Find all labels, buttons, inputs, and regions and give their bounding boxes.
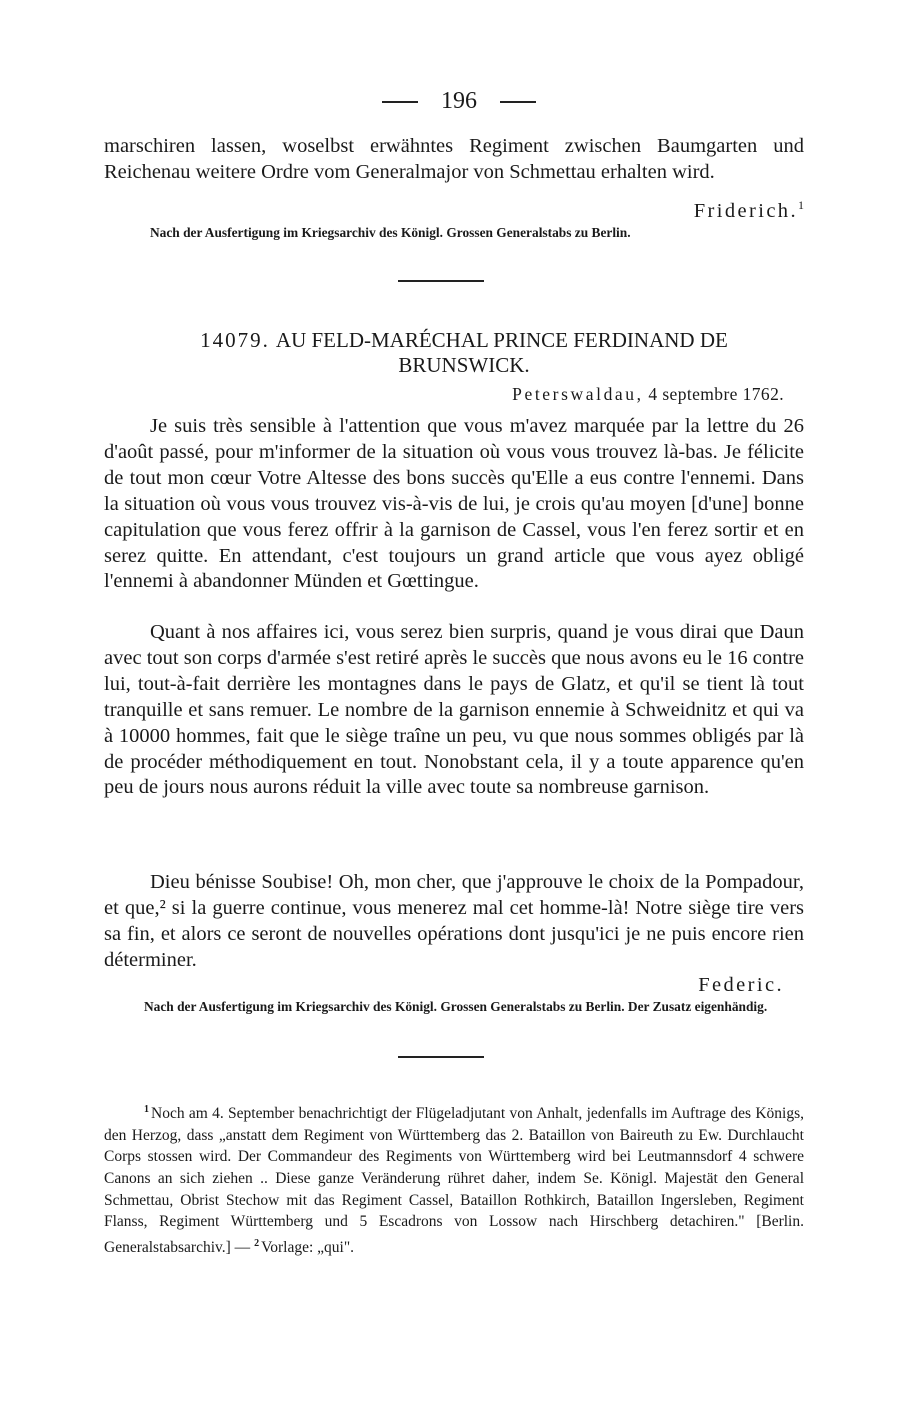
header-dash-right xyxy=(500,101,536,103)
footnote-2-text: Vorlage: „qui". xyxy=(261,1238,355,1256)
section1-text: marschiren lassen, woselbst erwähntes Regiment zwischen Baumgarten und Reichenau weitere Ordre vom Generalmajor von Schmettau erhalten wird. xyxy=(104,135,804,183)
letter-place-date xyxy=(512,384,784,405)
letter-number: 14079. xyxy=(200,328,270,352)
section1-source-note: Nach der Ausfertigung im Kriegsarchiv des Königl. Grossen Generalstabs zu Berlin. xyxy=(150,225,631,240)
section-divider-2 xyxy=(398,1056,484,1058)
section-divider-1 xyxy=(398,280,484,282)
letter-date: 4 septembre 1762. xyxy=(648,384,784,404)
letter-source-note: Nach der Ausfertigung im Kriegsarchiv des Königl. Grossen Generalstabs zu Berlin. Der Zusatz eigenhändig. xyxy=(144,999,768,1014)
footnote-1-mark: 1 xyxy=(144,1104,149,1115)
letter-paragraph-1: Je suis très sensible à l'attention que vous m'avez marquée par la lettre du 26 d'août passé, pour m'informer de la situation où vous vous trouvez là-bas. Je félicite de tout mon cœur Votre Altesse des bons succès qu'Elle a eus contre l'ennemi. Dans la situation où vous vous trouvez vis-à-vis de lui, je crois qu'au moyen [d'une] bonne capitulation que vous ferez offrir à la garnison de Cassel, vous l'en ferez sortir et en serez quitte. En attendant, c'est toujours un grand article que vous ayez obligé l'ennemi à abandonner Münden et Gœttingue. xyxy=(104,415,804,593)
letter-heading xyxy=(144,328,784,378)
section1-signature xyxy=(694,198,804,223)
letter-paragraph-2: Quant à nos affaires ici, vous serez bien surpris, quand je vous dirai que Daun avec tout son corps d'armée s'est retiré après le succès que nous avons eu le 16 contre lui, tout-à-fait derrière les montagnes dans le pays de Glatz, et qu'il se tient là tout tranquille et sans remuer. Le nombre de la garnison ennemie à Schweidnitz et qui va à 10000 hommes, fait que le siège traîne un peu, vu que nous sommes obligés par là de procéder méthodiquement en tout. Nonobstant cela, il y a toute apparence qu'en peu de jours nous aurons réduit la ville avec toute sa nombreuse garnison. xyxy=(104,621,804,799)
letter-signature: Federic. xyxy=(698,974,784,996)
section1-signature-name: Friderich. xyxy=(693,199,798,222)
footnotes xyxy=(104,1099,804,1258)
page-number: 196 xyxy=(441,88,477,114)
header-dash-left xyxy=(382,101,418,103)
letter-title: AU FELD-MARÉCHAL PRINCE FERDINAND DE BRUNSWICK. xyxy=(275,328,728,377)
footnote-mark-1: 1 xyxy=(798,198,804,212)
letter-paragraph-3: Dieu bénisse Soubise! Oh, mon cher, que j'approuve le choix de la Pompadour, et que,² si la guerre continue, vous menerez mal cet homme-là! Notre siège tire vers sa fin, et alors ce seront de nouvelles opérations dont jusqu'ici je ne puis encore rien déterminer. xyxy=(104,871,804,971)
footnote-2-mark: 2 xyxy=(254,1237,260,1249)
footnote-1-text: Noch am 4. September benachrichtigt der Flügeladjutant von Anhalt, jedenfalls im Auftrage des Königs, den Herzog, dass „anstatt dem Regiment von Württemberg das 2. Bataillon von Baireuth zu Ew. Durchlaucht Corps stossen wird. Der Commandeur des Regiments von Württemberg wird bei Leutmannsdorf 4 schwere Canons an sich ziehen .. Diese ganze Veränderung rühret daher, indem Se. Königl. Majestät den General Schmettau, Obrist Stechow mit das Regiment Cassel, Bataillon Rothkirch, Bataillon Ingersleben, Regiment Flanss, Regiment Württemberg und 5 Escadrons von Lossow nach Hirschberg detachiren." [Berlin. Generalstabsarchiv.] — xyxy=(104,1105,804,1256)
letter-place: Peterswaldau, xyxy=(512,384,644,404)
page-header xyxy=(104,88,804,118)
